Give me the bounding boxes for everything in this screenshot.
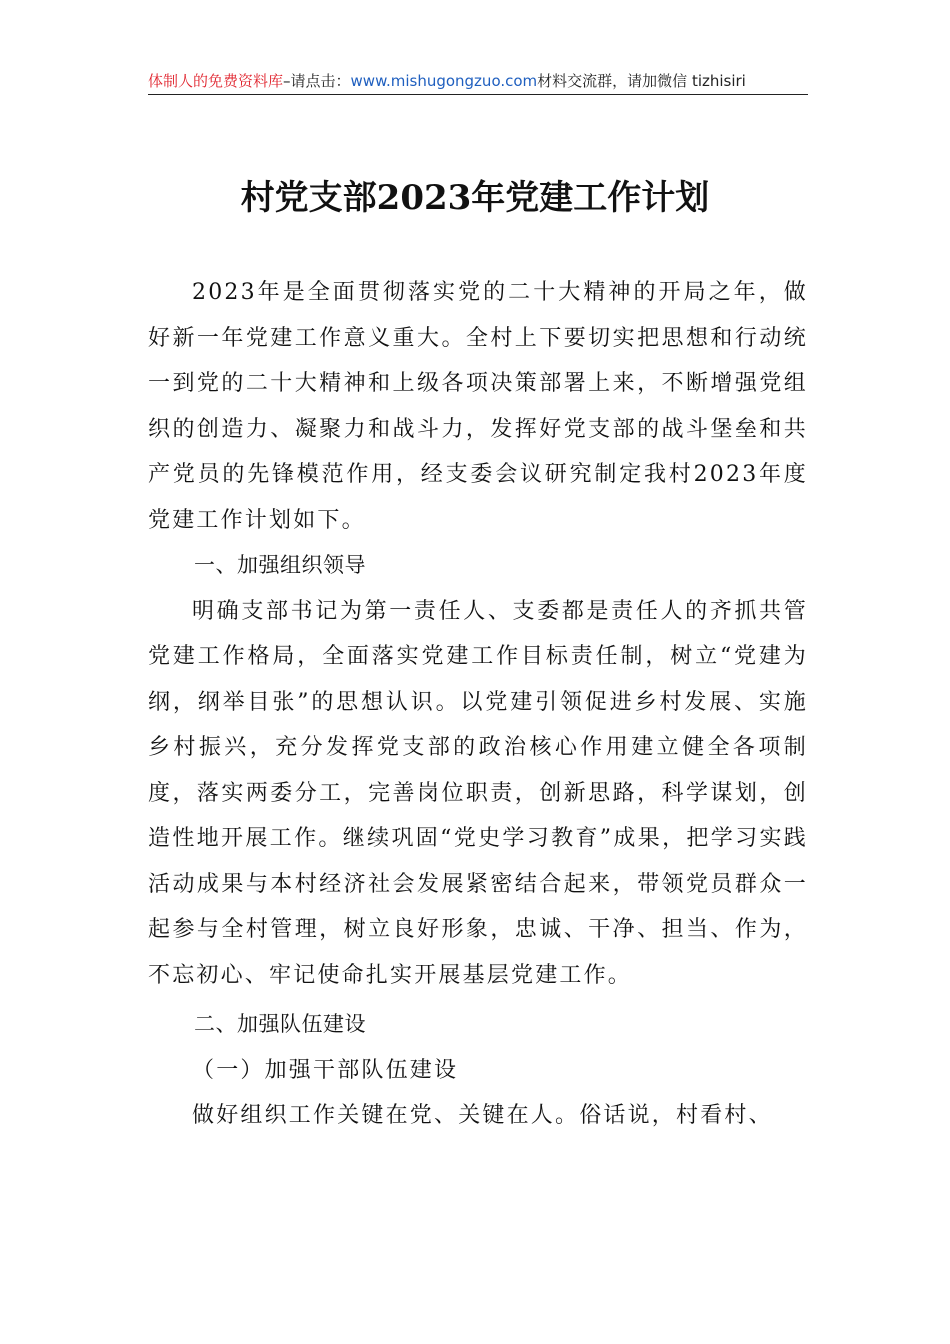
header-contact: 材料交流群，请加微信 tizhisiri: [537, 72, 746, 90]
intro-paragraph: 2023年是全面贯彻落实党的二十大精神的开局之年，做好新一年党建工作意义重大。全村上下要切实把思想和行动统一到党的二十大精神和上级各项决策部署上来，不断增强党组织的创造力、凝聚力和战斗力，发挥好党支部的战斗堡垒和共产党员的先锋模范作用，经支委会议研究制定我村2023年度党建工作计划如下。: [148, 280, 808, 533]
document-title: 村党支部2023年党建工作计划: [240, 178, 710, 218]
section-heading-2: 二、加强队伍建设: [194, 1012, 366, 1036]
page-header: [148, 68, 808, 95]
document-body: [148, 270, 808, 1139]
header-url-link[interactable]: www.mishugongzuo.com: [350, 72, 538, 90]
section-heading-1: 一、加强组织领导: [194, 553, 366, 577]
header-brand: 体制人的免费资料库: [148, 72, 284, 90]
header-prompt: –请点击：: [283, 72, 351, 90]
sub-heading-2-1: （一）加强干部队伍建设: [192, 1057, 459, 1083]
section-2-paragraph: 做好组织工作关键在党、关键在人。俗话说，村看村、: [192, 1103, 773, 1128]
section-1-paragraph: 明确支部书记为第一责任人、支委都是责任人的齐抓共管党建工作格局，全面落实党建工作目标责任制，树立“党建为纲，纲举目张”的思想认识。以党建引领促进乡村发展、实施乡村振兴，充分发挥党支部的政治核心作用建立健全各项制度，落实两委分工，完善岗位职责，创新思路，科学谋划，创造性地开展工作。继续巩固“党史学习教育”成果，把学习实践活动成果与本村经济社会发展紧密结合起来，带领党员群众一起参与全村管理，树立良好形象，忠诚、干净、担当、作为，不忘初心、牢记使命扎实开展基层党建工作。: [148, 598, 808, 988]
